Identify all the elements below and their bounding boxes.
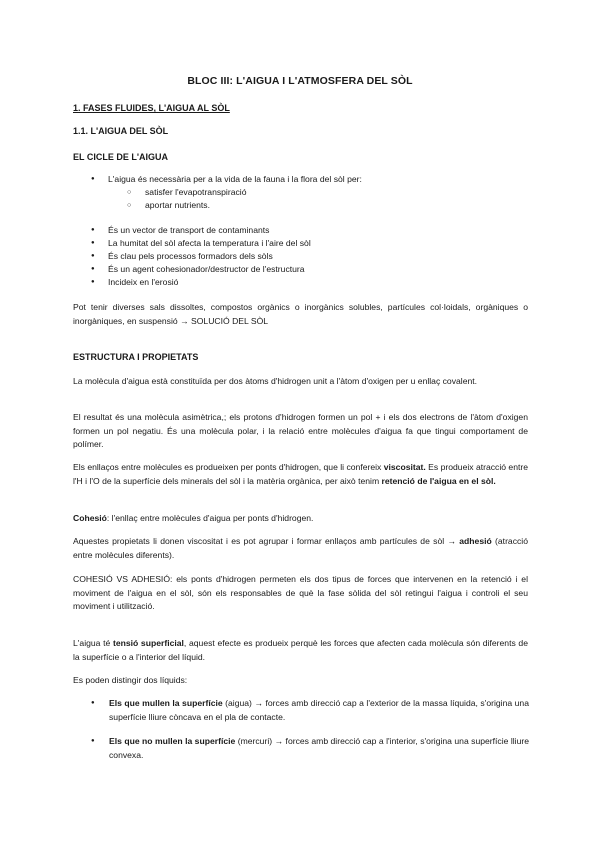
list-item: ● La humitat del sòl afecta la temperatura i l'aire del sòl <box>91 237 521 250</box>
paragraph-cohesion: Cohesió: l'enllaç entre molècules d'aigua per ponts d'hidrogen. <box>73 513 314 523</box>
liquids-list-1 <box>91 697 529 724</box>
list-item: ● Els que mullen la superfície (aigua) → forces amb direcció cap a l'exterior de la massa líquida, s'origina una superfície lliure còncava en el pla de contacte. <box>91 697 529 724</box>
list-item: ● L'aigua és necessària per a la vida de la fauna i la flora del sòl per: <box>91 173 521 186</box>
paragraph-dissolved: Pot tenir diverses sals dissoltes, compostos orgànics o inorgànics solubles, partícules col·loidals, orgàniques o inorgàniques, en suspensió → SOLUCIÓ DEL SÒL <box>73 302 528 326</box>
list-item: ● És un vector de transport de contaminants <box>91 224 521 237</box>
list-item: ● Incideix en l'erosió <box>91 276 521 289</box>
list-item: ● Els que no mullen la superfície (mercuri) → forces amb direcció cap a l'interior, s'origina una superfície lliure convexa. <box>91 735 529 762</box>
page-title: BLOC III: L'AIGUA I L'ATMOSFERA DEL SÒL <box>187 75 413 87</box>
water-cycle-sub-list <box>127 186 246 212</box>
water-cycle-list <box>91 224 521 289</box>
paragraph-two-liquids: Es poden distingir dos líquids: <box>73 675 188 685</box>
paragraph-cohesion-vs-adhesion: COHESIÓ VS ADHESIÓ: els ponts d'hidrogen permeten els dos tipus de forces que intervenen en la retenció i el moviment de l'aigua en el sòl, són els responsables de què la fase sòlida del sòl retingui l'aigua i controli el seu moviment i utilització. <box>73 574 528 611</box>
list-item: ○ satisfer l'evapotranspiració <box>127 186 246 199</box>
list-item: ● És un agent cohesionador/destructor de l'estructura <box>91 263 521 276</box>
water-cycle-heading: EL CICLE DE L'AIGUA <box>73 152 168 162</box>
structure-heading: ESTRUCTURA I PROPIETATS <box>73 352 199 362</box>
water-cycle-intro-list <box>91 173 521 186</box>
paragraph-result: El resultat és una molècula asimètrica,; els protons d'hidrogen formen un pol + i els dos electrons de l'àtom d'oxigen formen un pol negatiu. És una molècula polar, i la relació entre molècules d'aigua fa que tingui comportament de polímer. <box>73 412 528 449</box>
section-heading: 1. FASES FLUIDES, L'AIGUA AL SÒL <box>73 103 230 113</box>
paragraph-bonds: Els enllaços entre molècules es produeixen per ponts d'hidrogen, que li confereix viscositat. Es produeix atracció entre l'H i l'O de la superfície dels minerals del sòl i la matèria orgànica, per això tenim retenció de l'aigua en el sòl. <box>73 462 529 486</box>
list-item: ○ aportar nutrients. <box>127 199 246 212</box>
paragraph-surface-tension: L'aigua té tensió superficial, aquest efecte es produeix perquè les forces que afecten cada molècula són diferents de la superfície o a l'interior del líquid. <box>73 638 528 662</box>
liquids-list-2 <box>91 735 529 762</box>
paragraph-adhesion: Aquestes propietats li donen viscositat i es pot agrupar i formar enllaços amb partícules de sòl → adhesió (atracció entre molècules diferents). <box>73 536 528 560</box>
list-item: ● És clau pels processos formadors dels sòls <box>91 250 521 263</box>
subsection-heading: 1.1. L'AIGUA DEL SÒL <box>73 126 169 136</box>
paragraph-molecule: La molècula d'aigua està constituïda per dos àtoms d'hidrogen unit a l'àtom d'oxigen per u enllaç covalent. <box>73 376 478 386</box>
